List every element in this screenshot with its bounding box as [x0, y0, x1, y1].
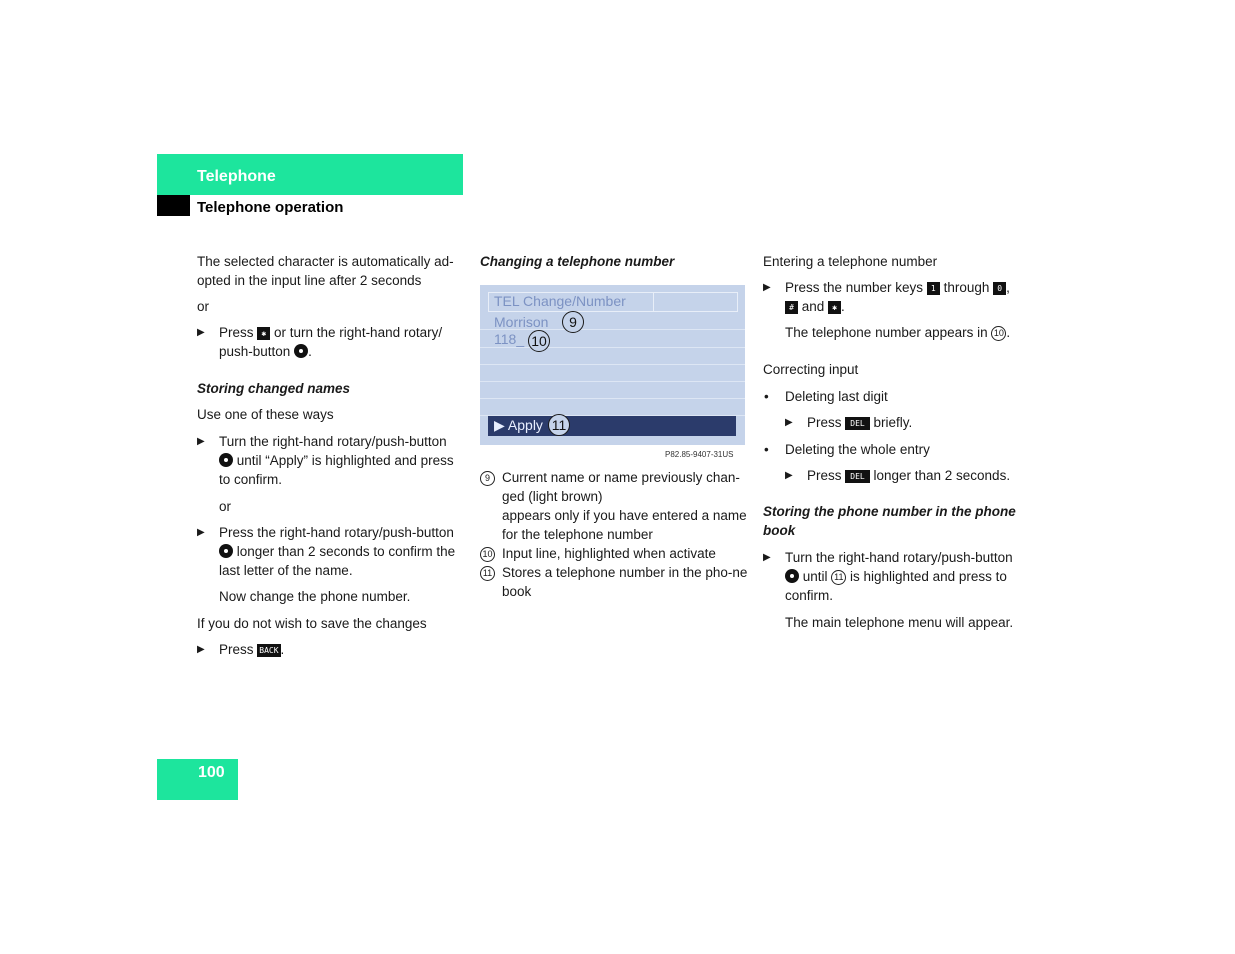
instruction-item: ▶ Press the number keys 1 through 0 , # and ✱ .: [763, 280, 1010, 314]
hash-key-icon: #: [785, 301, 798, 314]
paragraph: If you do not wish to save the changes: [197, 616, 427, 631]
rotary-knob-icon: [785, 569, 799, 583]
section-marker: [157, 195, 190, 216]
or-text: or: [197, 299, 210, 314]
screen-number: 118_: [494, 331, 525, 347]
figure-legend: [480, 468, 750, 601]
del-key-icon: DEL: [845, 470, 869, 483]
subheading: Changing a telephone number: [480, 254, 675, 269]
page-subtitle: Telephone operation: [197, 199, 344, 216]
arrow-icon: ▶: [763, 282, 771, 293]
paragraph: The telephone number appears in 10 .: [785, 325, 1011, 340]
callout-10: 10: [528, 330, 550, 352]
page-number: 100: [198, 764, 225, 781]
screen-name: Morrison: [494, 314, 549, 330]
star-key-icon: ✱: [828, 301, 841, 314]
arrow-icon: ▶: [197, 327, 205, 338]
screen-title: TEL Change/Number: [494, 293, 626, 309]
arrow-icon: ▶: [763, 552, 771, 563]
instruction-item: ▶ Turn the right-hand rotary/push-button until “Apply” is highlighted and press to confirm.: [197, 434, 454, 487]
rotary-knob-icon: [219, 544, 233, 558]
paragraph: Now change the phone number.: [219, 589, 411, 604]
bullet-icon: •: [764, 442, 769, 457]
rotary-knob-icon: [219, 453, 233, 467]
bullet-icon: •: [764, 389, 769, 404]
right-column: [763, 252, 1031, 632]
paragraph: Use one of these ways: [197, 407, 334, 422]
instruction-item: ▶ Press ✱ or turn the right-hand rotary/ push-button .: [197, 325, 443, 359]
key-0-icon: 0: [993, 282, 1006, 295]
key-1-icon: 1: [927, 282, 940, 295]
arrow-icon: ▶: [785, 417, 793, 428]
display-screen-figure: [480, 285, 745, 445]
rotary-knob-icon: [294, 344, 308, 358]
figure-code: P82.85-9407-31US: [665, 450, 734, 459]
legend-item: appears only if you have entered a name for the telephone number: [502, 508, 747, 542]
arrow-icon: ▶: [197, 527, 205, 538]
star-key-icon: ✱: [257, 327, 270, 340]
back-key-icon: BACK: [259, 646, 279, 655]
del-key-icon: DEL: [845, 417, 869, 430]
paragraph: The selected character is automatically ad-opted in the input line after 2 seconds: [197, 254, 454, 288]
paragraph: Entering a telephone number: [763, 254, 938, 269]
legend-item: 9 Current name or name previously chan-ged (light brown): [480, 468, 750, 506]
paragraph: Correcting input: [763, 362, 859, 377]
instruction-item: ▶ Press the right-hand rotary/push-button longer than 2 seconds to confirm the last letter of the name.: [197, 525, 456, 578]
arrow-icon: ▶: [785, 470, 793, 481]
or-text: or: [219, 499, 232, 514]
callout-11: 11: [548, 414, 570, 436]
subheading: Storing changed names: [197, 381, 351, 396]
list-item: • Deleting the whole entry: [764, 442, 930, 457]
list-item: • Deleting last digit: [764, 389, 888, 404]
arrow-icon: ▶: [197, 436, 205, 447]
triangle-icon: ▶: [494, 417, 505, 433]
left-column: [197, 252, 467, 659]
legend-item: 11 Stores a telephone number in the pho-ne book: [480, 563, 750, 601]
instruction-item: ▶ Press DEL briefly.: [785, 415, 913, 430]
paragraph: The main telephone menu will appear.: [785, 615, 1014, 630]
subheading: Storing the phone number in the phone book: [763, 504, 1016, 538]
legend-item: 10 Input line, highlighted when activate: [480, 544, 750, 563]
callout-9: 9: [562, 311, 584, 333]
arrow-icon: ▶: [197, 644, 205, 655]
instruction-item: ▶ Press DEL longer than 2 seconds.: [785, 468, 1011, 483]
instruction-item: ▶ Turn the right-hand rotary/push-button until 11 is highlighted and press to confirm.: [763, 550, 1013, 603]
instruction-item: ▶ Press BACK .: [197, 642, 285, 657]
apply-menu-item: ▶ Apply: [488, 416, 736, 436]
section-title: Telephone: [197, 168, 276, 185]
